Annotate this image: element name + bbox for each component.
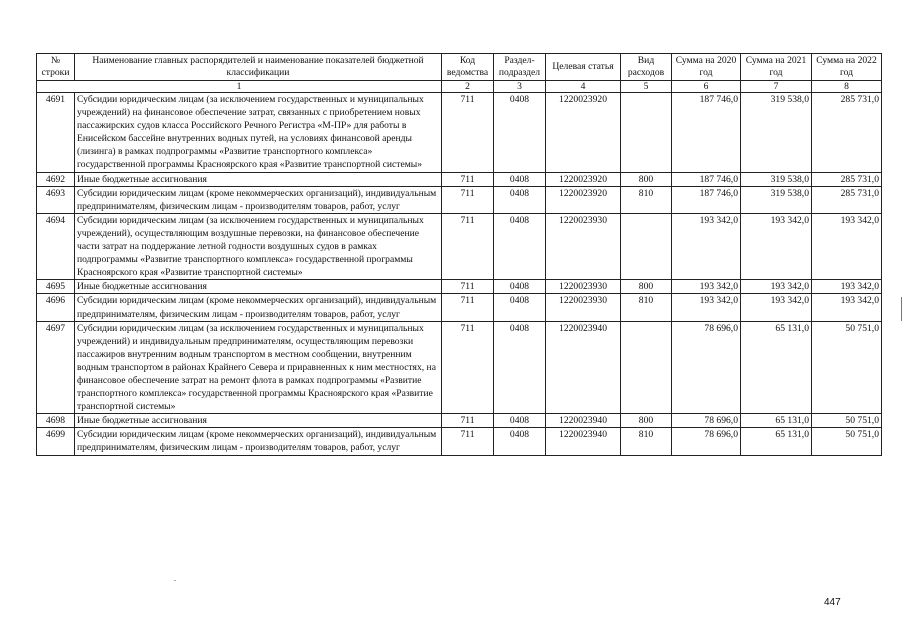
page-number: 447 [824,597,841,608]
column-number: 8 [812,81,882,93]
sum-2021: 193 342,0 [741,280,812,294]
section-code: 0408 [494,213,546,279]
section-code: 0408 [494,414,546,428]
sum-2020: 187 746,0 [672,172,741,186]
header-sum-2020: Сумма на 2020 год [672,54,741,81]
sum-2020: 78 696,0 [672,414,741,428]
expense-type [621,213,672,279]
row-name: Субсидии юридическим лицам (за исключением государственных и муниципальных учреждений) на финансовое обеспечение затрат, связанных с приобретением новых пассажирских судов класса Российского Речного Регистра «М-ПР» для работы в Енисейском бассейне внутренних водных путей, на условиях финансовой аренды (лизинга) в рамках подпрограммы «Развитие транспортного комплекса» государственной программы Красноярского края «Развитие транспортной системы» [75,93,442,173]
header-expense-type: Вид расходов [621,54,672,81]
department-code: 711 [442,172,494,186]
target-item: 1220023940 [546,321,621,414]
sum-2022: 285 731,0 [812,93,882,173]
target-item: 1220023920 [546,172,621,186]
department-code: 711 [442,428,494,455]
row-number: 4693 [37,186,75,213]
target-item: 1220023930 [546,294,621,321]
department-code: 711 [442,213,494,279]
section-code: 0408 [494,186,546,213]
department-code: 711 [442,294,494,321]
expense-type: 800 [621,172,672,186]
column-number: 2 [442,81,494,93]
expense-type [621,93,672,173]
row-name: Субсидии юридическим лицам (кроме некоммерческих организаций), индивидуальным предпринимателям, физическим лицам - производителям товаров, работ, услуг [75,294,442,321]
row-number: 4692 [37,172,75,186]
header-target-item: Целевая статья [546,54,621,81]
sum-2022: 50 751,0 [812,321,882,414]
section-code: 0408 [494,93,546,173]
column-number: 7 [741,81,812,93]
department-code: 711 [442,321,494,414]
sum-2021: 65 131,0 [741,428,812,455]
row-name: Субсидии юридическим лицам (за исключением государственных и муниципальных учреждений) и индивидуальным предпринимателям, осуществляющим перевозки пассажиров внутренним водным транспортом в местном сообщении, внутренним водным транспортом в районах Крайнего Севера и приравненных к ним местностях, на финансовое обеспечение затрат на ремонт флота в рамках подпрограммы «Развитие транспортного комплекса» государственной программы Красноярского края «Развитие транспортной системы» [75,321,442,414]
expense-type: 800 [621,280,672,294]
column-number: 1 [37,81,442,93]
header-name: Наименование главных распорядителей и наименование показателей бюджетной классификации [75,54,442,81]
sum-2022: 285 731,0 [812,186,882,213]
table-row [37,213,882,279]
sum-2022: 50 751,0 [812,428,882,455]
table-row [37,294,882,321]
sum-2022: 285 731,0 [812,172,882,186]
sum-2021: 65 131,0 [741,321,812,414]
row-name: Иные бюджетные ассигнования [75,414,442,428]
sum-2021: 65 131,0 [741,414,812,428]
target-item: 1220023920 [546,93,621,173]
sum-2022: 50 751,0 [812,414,882,428]
row-number: 4699 [37,428,75,455]
section-code: 0408 [494,428,546,455]
expense-type [621,321,672,414]
department-code: 711 [442,186,494,213]
target-item: 1220023920 [546,186,621,213]
column-number: 4 [546,81,621,93]
target-item: 1220023940 [546,428,621,455]
table-row [37,186,882,213]
department-code: 711 [442,414,494,428]
section-code: 0408 [494,321,546,414]
header-sum-2021: Сумма на 2021 год [741,54,812,81]
sum-2021: 193 342,0 [741,213,812,279]
sum-2020: 78 696,0 [672,321,741,414]
row-number: 4696 [37,294,75,321]
margin-mark [901,297,902,321]
sum-2020: 193 342,0 [672,294,741,321]
sum-2020: 187 746,0 [672,93,741,173]
sum-2021: 193 342,0 [741,294,812,321]
department-code: 711 [442,93,494,173]
row-name: Иные бюджетные ассигнования [75,172,442,186]
column-number: 6 [672,81,741,93]
sum-2021: 319 538,0 [741,186,812,213]
table-header-row [37,54,882,81]
sum-2020: 193 342,0 [672,213,741,279]
sum-2021: 319 538,0 [741,172,812,186]
row-name: Субсидии юридическим лицам (кроме некоммерческих организаций), индивидуальным предпринимателям, физическим лицам - производителям товаров, работ, услуг [75,428,442,455]
table-body [37,93,882,456]
table-row [37,414,882,428]
column-number: 5 [621,81,672,93]
expense-type: 800 [621,414,672,428]
row-number: 4694 [37,213,75,279]
section-code: 0408 [494,172,546,186]
sum-2020: 78 696,0 [672,428,741,455]
target-item: 1220023930 [546,213,621,279]
header-section: Раздел-подраздел [494,54,546,81]
sum-2020: 187 746,0 [672,186,741,213]
row-name: Субсидии юридическим лицам (кроме некоммерческих организаций), индивидуальным предпринимателям, физическим лицам - производителям товаров, работ, услуг [75,186,442,213]
header-sum-2022: Сумма на 2022 год [812,54,882,81]
row-name: Иные бюджетные ассигнования [75,280,442,294]
scan-speck [174,580,176,581]
table-row [37,172,882,186]
column-number: 3 [494,81,546,93]
department-code: 711 [442,280,494,294]
sum-2022: 193 342,0 [812,280,882,294]
sum-2022: 193 342,0 [812,213,882,279]
table-row [37,321,882,414]
budget-table [36,53,882,456]
row-number: 4691 [37,93,75,173]
sum-2020: 193 342,0 [672,280,741,294]
target-item: 1220023940 [546,414,621,428]
table-row [37,280,882,294]
row-name: Субсидии юридическим лицам (за исключением государственных и муниципальных учреждений), осуществляющим воздушные перевозки, на финансовое обеспечение части затрат на поддержание летной годности воздушных судов в рамках подпрограммы «Развитие транспортного комплекса» государственной программы Красноярского края «Развитие транспортной системы» [75,213,442,279]
expense-type: 810 [621,428,672,455]
table-row [37,93,882,173]
row-number: 4697 [37,321,75,414]
sum-2021: 319 538,0 [741,93,812,173]
row-number: 4695 [37,280,75,294]
expense-type: 810 [621,186,672,213]
section-code: 0408 [494,294,546,321]
header-row-number: № строки [37,54,75,81]
table-row [37,428,882,455]
section-code: 0408 [494,280,546,294]
column-number-row [37,81,882,93]
expense-type: 810 [621,294,672,321]
header-department-code: Код ведомства [442,54,494,81]
target-item: 1220023930 [546,280,621,294]
row-number: 4698 [37,414,75,428]
sum-2022: 193 342,0 [812,294,882,321]
